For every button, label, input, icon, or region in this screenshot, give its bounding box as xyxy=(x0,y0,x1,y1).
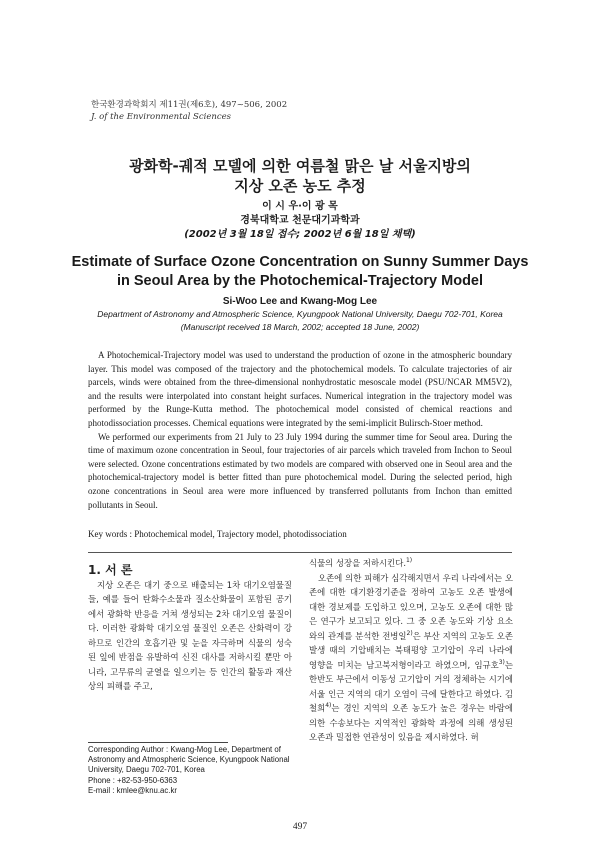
intro-text-1c: 는 한반도 부근에서 이동성 고기압이 거의 정체하는 시기에 서울 인근 지역의 대기 오염이 극에 달한다고 하였다. 김철희 xyxy=(309,659,513,713)
author-email: E-mail : kmlee@knu.ac.kr xyxy=(88,785,177,795)
keywords: Key words : Photochemical model, Trajectory model, photodissociation xyxy=(88,529,347,539)
korean-title-line1: 광화학-궤적 모델에 의한 여름철 맑은 날 서울지방의 xyxy=(129,157,471,175)
section-divider xyxy=(88,552,512,553)
reference-mark: 2) xyxy=(406,629,413,637)
left-column xyxy=(88,563,292,694)
author-phone: Phone : +82-53-950-6363 xyxy=(88,775,178,785)
section-title: 1. 서 론 xyxy=(88,563,133,577)
footnote xyxy=(88,745,298,796)
abstract-paragraph-1: A Photochemical-Trajectory model was used to understand the production of ozone in the atmospheric boundary layer. This model was composed of the trajectory and the photochemical models. To calculate trajectories of air parcels, winds were obtained from the three-dimensional nonhydrostatic mesoscale model (PSU/NCAR MM5V2), and the results were interpolated into constant height surfaces. Numerical integration in the trajectory model was performed by the Runge-Kutta method. The photochemical model consisted of chemical reactions and photodissociation processes. Chemical equations were integrated by the semi-implicit Bulirsch-Stoer method. xyxy=(88,350,512,428)
intro-text-1a: 오존에 의한 피해가 심각해지면서 우리 나라에서는 오존에 대한 대기환경기준을 정하여 고농도 오존 발생에 대한 경보제를 도입하고 있으며, 고농도 오존에 대한 많은 연구가 보고되고 있다. 그 중 오존 농도와 기상 요소와의 관계를 분석한 전병일 xyxy=(309,572,513,641)
reference-mark: 4) xyxy=(325,702,332,710)
journal-kr: 한국환경과학회지 제11권(제6호), 497~506, 2002 xyxy=(91,100,288,110)
corresponding-author: Corresponding Author : Kwang-Mog Lee, Department of Astronomy and Atmospheric Science, Kyungpook National University, Daegu 702-701, Korea xyxy=(88,745,290,775)
abstract xyxy=(88,349,512,512)
intro-paragraph-1: 지상 오존은 대기 중으로 배출되는 1차 대기오염물질들, 예를 들어 탄화수소물과 질소산화물이 포함된 공기에서 광화학 반응을 거쳐 생성되는 2차 대기오염 물질이다. 이러한 광화학 대기오염 물질인 오존은 산화력이 강하므로 인간의 호흡기관 및 눈을 자극하며 식물의 성숙된 잎에 반점을 유발하여 신진 대사를 저하시킬 뿐만 아니라, 고무류의 균열을 일으키는 등 인간의 활동과 재산상의 피해를 주고, xyxy=(88,579,292,691)
korean-affiliation: 경북대학교 천문대기과학과 xyxy=(240,215,360,226)
journal-citation xyxy=(91,99,287,123)
korean-title-line2: 지상 오존 농도 추정 xyxy=(234,177,366,195)
footnote-divider xyxy=(88,742,228,743)
korean-title xyxy=(0,156,600,196)
english-title-line2: in Seoul Area by the Photochemical-Trajectory Model xyxy=(116,273,484,289)
korean-dates: (2002년 3월 18일 접수; 2002년 6월 18일 채택) xyxy=(184,229,416,240)
journal-en: J. of the Environmental Sciences xyxy=(91,112,232,122)
intro-text-0: 식물의 성장을 저하시킨다. xyxy=(309,558,406,568)
english-affiliation: Department of Astronomy and Atmospheric Science, Kyungpook National University, Daegu 702-701, Korea xyxy=(97,309,503,319)
intro-paragraph-continued xyxy=(309,556,513,571)
english-author-block xyxy=(0,295,600,334)
korean-author-block xyxy=(0,200,600,242)
korean-authors: 이 시 우·이 광 목 xyxy=(262,201,338,212)
manuscript-dates: (Manuscript received 18 March, 2002; accepted 18 June, 2002) xyxy=(180,322,420,332)
english-title-line1: Estimate of Surface Ozone Concentration on Sunny Summer Days xyxy=(71,254,529,270)
reference-mark: 3) xyxy=(498,658,505,666)
page-number: 497 xyxy=(292,822,308,832)
reference-mark: 1) xyxy=(405,557,413,565)
english-title xyxy=(0,253,600,291)
intro-text-1b: 은 부산 지역의 고농도 오존 발생 때의 기압배치는 북태평양 고기압이 우리 나라에 영향을 미치는 남고북저형이라고 하였으며, 임규호 xyxy=(309,630,513,670)
intro-text-1d: 는 경인 지역의 오존 농도가 높은 경우는 바람에 의한 수송보다는 지역적인 광화학 과정에 의해 생성된 오존과 밀접한 연관성이 있음을 제시하였다. 허 xyxy=(309,703,513,742)
abstract-paragraph-2: We performed our experiments from 21 July to 23 July 1994 during the summer time for Seoul area. During the time of maximum ozone concentration in Seoul, four trajectories of air parcels which traveled from Inchon to Seoul were selected. Ozone concentrations estimated by two models are compared with observed one in Seoul area and the photochemical-trajectory model is better fitted than pure photochemical model. During the selected period, high ozone concentrations in Seoul area were more influenced by transferred pollutants from Inchon than emitted pollutants in Seoul. xyxy=(88,431,512,510)
right-column xyxy=(309,556,513,745)
intro-paragraph-2 xyxy=(309,571,513,745)
english-authors: Si-Woo Lee and Kwang-Mog Lee xyxy=(222,296,378,307)
